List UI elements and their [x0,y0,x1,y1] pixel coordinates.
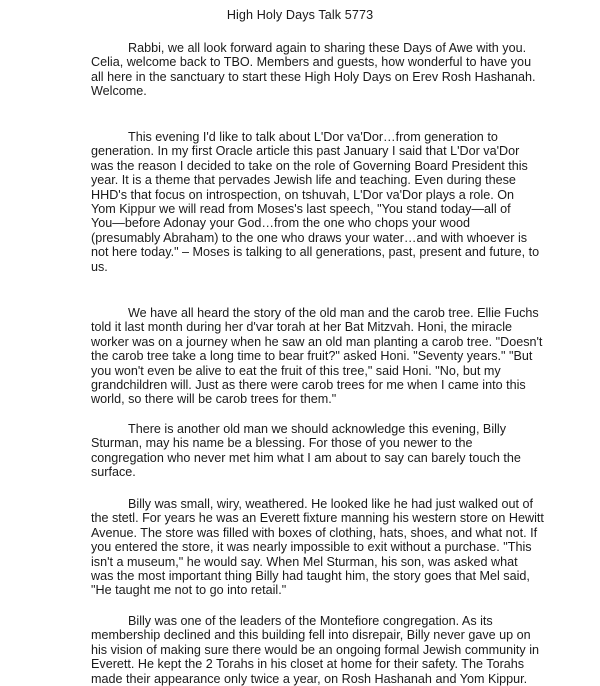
paragraph-ldor-vador [91,130,540,274]
paragraph-line: was the reason I decided to take on the role of Governing Board President this [91,158,528,173]
paragraph-line: "He taught me not to go into retail." [91,583,287,598]
paragraph-line: Welcome. [91,84,147,99]
paragraph-line: Avenue. The store was filled with boxes of clothing, hats, shoes, and what not. If [91,525,538,540]
paragraph-line: made their appearance only twice a year, on Rosh Hashanah and Yom Kippur. [91,671,528,686]
paragraph-line: This evening I'd like to talk about L'Dor va'Dor…from generation to [128,130,498,144]
paragraph-line: Celia, welcome back to TBO. Members and guests, how wonderful to have you [91,55,532,70]
paragraph-western-store [91,497,544,598]
paragraph-line: Rabbi, we all look forward again to sharing these Days of Awe with you. [128,41,527,55]
paragraph-line: you entered the store, it was nearly impossible to exit without a purchase. "This [91,540,532,555]
paragraph-line: membership declined and this building fell into disrepair, Billy never gave up on [91,628,531,643]
paragraph-line: us. [91,259,108,274]
paragraph-line: his vision of making sure there would be an ongoing formal Jewish community in [91,642,540,657]
paragraph-line: HHD's that focus on introspection, on tshuvah, L'Dor va'Dor plays a role. On [91,187,515,202]
paragraph-welcome [91,41,536,99]
paragraph-line: Billy was one of the leaders of the Montefiore congregation. As its [128,614,493,628]
paragraph-line: Sturman, may his name be a blessing. For those of you newer to the [91,436,473,451]
paragraph-billy-sturman [91,422,531,480]
paragraph-line: generation. In my first Oracle article this past January I said that L'Dor va'Dor [91,144,520,159]
paragraph-line: the carob tree take a long time to bear fruit?" asked Honi. "Seventy years." "But [91,349,533,364]
paragraph-line: told it last month during her d'var torah at her Bat Mitzvah. Honi, the miracle [91,320,512,335]
paragraph-montefiore [91,614,540,686]
paragraph-line: congregation who never met him what I am about to say can barely touch the [91,450,521,465]
paragraph-line: you won't even be alive to eat the fruit of this tree," said Honi. "No, but my [91,363,501,378]
paragraph-line: (presumably Abraham) to the one who draws your water…and with whoever is [91,230,528,245]
paragraph-line: grandchildren will. Just as there were carob trees for me when I came into this [91,378,526,393]
paragraph-line: surface. [91,465,136,480]
paragraph-line: Billy was small, wiry, weathered. He looked like he had just walked out of [128,497,534,511]
paragraph-line: year. It is a theme that pervades Jewish life and teaching. Even during these [91,173,516,188]
paragraph-line: all here in the sanctuary to start these High Holy Days on Erev Rosh Hashanah. [91,69,536,84]
paragraph-line: worker was on a journey when he saw an old man planting a carob tree. "Doesn't [91,334,543,349]
paragraph-line: We have all heard the story of the old man and the carob tree. Ellie Fuchs [128,306,539,320]
paragraph-line: the stetl. For years he was an Everett fixture manning his western store on Hewitt [91,511,544,526]
paragraph-line: world, so there will be carob trees for them." [91,392,337,407]
paragraph-carob-tree [91,306,543,407]
paragraph-line: Everett. He kept the 2 Torahs in his closet at home for their safety. The Torahs [91,657,525,672]
paragraph-line: Yom Kippur we will read from Moses's last speech, "You stand today—all of [91,202,511,217]
paragraph-line: There is another old man we should acknowledge this evening, Billy [128,422,507,436]
document-title: High Holy Days Talk 5773 [226,8,374,22]
paragraph-line: You—before Adonay your God…from the one who chops your wood [91,216,470,231]
paragraph-line: isn't a museum," he would say. When Mel Sturman, his son, was asked what [91,554,518,569]
paragraph-line: was the most important thing Billy had taught him, the story goes that Mel said, [91,569,530,584]
paragraph-line: not here today." – Moses is talking to all generations, past, present and future, to [91,245,540,260]
